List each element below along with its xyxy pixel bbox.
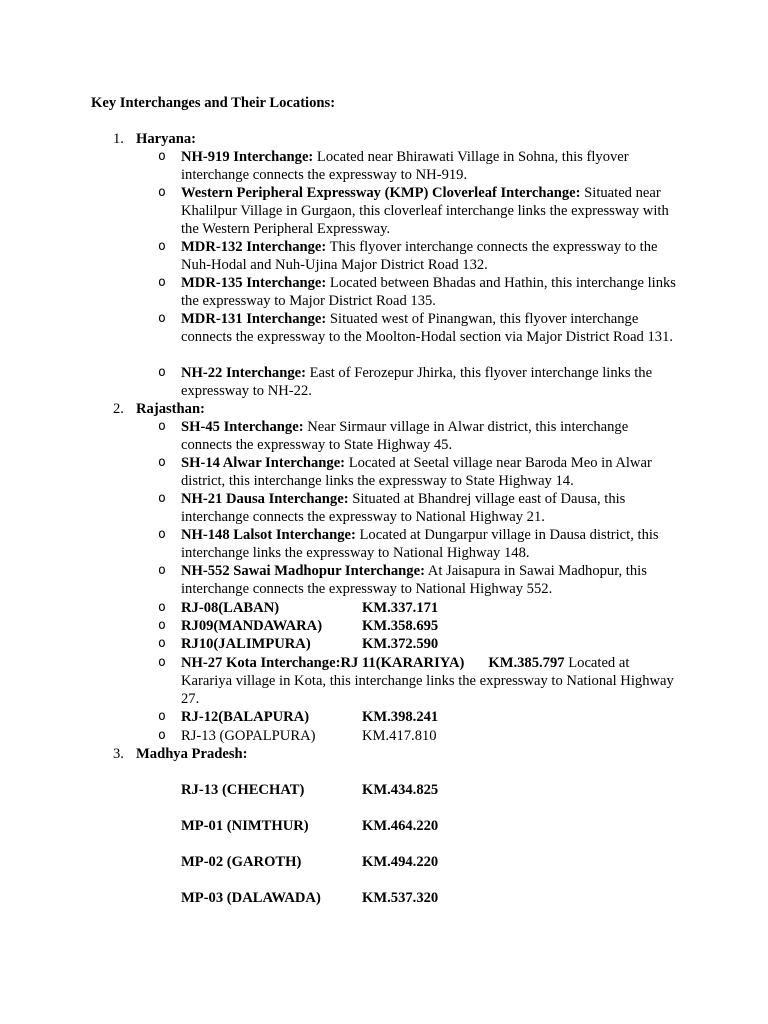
item-description: East of Ferozepur Jhirka, this flyover interchange links the expressway to NH-22. — [181, 365, 653, 400]
item-description: Situated near Khalilpur Village in Gurgaon, this cloverleaf interchange links the expressway with the Western Peripheral Expressway. — [181, 185, 669, 238]
toll-code: RJ09(MANDAWARA) — [181, 618, 323, 634]
toll-row — [181, 781, 439, 799]
toll-row — [181, 817, 439, 835]
bullet-icon: o — [158, 709, 166, 724]
toll-km: KM.417.810 — [362, 728, 437, 744]
item-title: SH-45 Interchange: — [181, 419, 304, 435]
toll-code: MP-03 (DALAWADA) — [181, 890, 321, 906]
item-description: Located at Seetal village near Baroda Meo in Alwar district, this interchange links the expressway to State Highway 14. — [181, 455, 652, 490]
item-title: NH-21 Dausa Interchange: — [181, 491, 349, 507]
bullet-icon: o — [158, 491, 166, 506]
toll-km: KM.358.695 — [362, 618, 439, 634]
item-title: NH-919 Interchange: — [181, 149, 314, 165]
bullet-icon: o — [158, 419, 166, 434]
toll-km: KM.398.241 — [362, 709, 439, 725]
bullet-icon: o — [158, 275, 166, 290]
toll-km: KM.537.320 — [362, 890, 439, 906]
item-description: Situated west of Pinangwan, this flyover interchange connects the expressway to the Moolton-Hodal section via Major District Road 131. — [181, 311, 674, 346]
item-description: Located near Bhirawati Village in Sohna, this flyover interchange connects the expressway to NH-919. — [181, 149, 629, 184]
toll-row — [181, 853, 439, 871]
bullet-icon: o — [158, 655, 166, 670]
bullet-icon: o — [158, 149, 166, 164]
toll-code: RJ-13 (CHECHAT) — [181, 782, 305, 798]
section-title: Rajasthan: — [136, 401, 205, 417]
bullet-icon: o — [158, 239, 166, 254]
toll-km: KM.464.220 — [362, 818, 439, 834]
item-description: At Jaisapura in Sawai Madhopur, this interchange connects the expressway to National Highway 552. — [181, 563, 647, 598]
toll-km: KM.337.171 — [362, 600, 439, 616]
bullet-icon: o — [158, 185, 166, 200]
section-title: Haryana: — [136, 131, 196, 147]
toll-code: RJ-13 (GOPALPURA) — [181, 728, 316, 744]
section-haryana — [113, 130, 196, 148]
item-title: MDR-131 Interchange: — [181, 311, 327, 327]
toll-row — [181, 889, 439, 907]
item-description: Near Sirmaur village in Alwar district, this interchange connects the expressway to State Highway 45. — [181, 419, 629, 454]
bullet-icon: o — [158, 636, 166, 651]
bullet-icon: o — [158, 600, 166, 615]
item-title: SH-14 Alwar Interchange: — [181, 455, 346, 471]
section-number: 3. — [113, 746, 124, 762]
item-title: NH-27 Kota Interchange: — [181, 655, 341, 671]
toll-code: RJ 11(KARARIYA) — [340, 655, 465, 671]
toll-code: RJ-12(BALAPURA) — [181, 709, 310, 725]
toll-code: MP-02 (GAROTH) — [181, 854, 302, 870]
bullet-icon: o — [158, 563, 166, 578]
toll-code: MP-01 (NIMTHUR) — [181, 818, 309, 834]
item-title: Western Peripheral Expressway (KMP) Cloverleaf Interchange: — [181, 185, 581, 201]
item-description: This flyover interchange connects the expressway to the Nuh-Hodal and Nuh-Ujina Major District Road 132. — [181, 239, 658, 274]
bullet-icon: o — [158, 455, 166, 470]
item-description: Situated at Bhandrej village east of Dausa, this interchange connects the expressway to National Highway 21. — [181, 491, 626, 526]
item-description: Located at Karariya village in Kota, this interchange links the expressway to National Highway 27. — [181, 655, 674, 708]
item-title: MDR-135 Interchange: — [181, 275, 327, 291]
toll-km: KM.372.590 — [362, 636, 439, 652]
section-madhya-pradesh — [113, 745, 247, 763]
toll-km: KM.434.825 — [362, 782, 439, 798]
bullet-icon: o — [158, 365, 166, 380]
section-number: 1. — [113, 131, 124, 147]
item-description: Located between Bhadas and Hathin, this interchange links the expressway to Major District Road 135. — [181, 275, 676, 310]
toll-km: KM.494.220 — [362, 854, 439, 870]
document-heading: Key Interchanges and Their Locations: — [91, 95, 336, 111]
item-title: NH-552 Sawai Madhopur Interchange: — [181, 563, 425, 579]
bullet-icon: o — [158, 311, 166, 326]
bullet-icon: o — [158, 618, 166, 633]
toll-code: RJ10(JALIMPURA) — [181, 636, 311, 652]
section-title: Madhya Pradesh: — [136, 746, 248, 762]
item-title: MDR-132 Interchange: — [181, 239, 327, 255]
item-title: NH-22 Interchange: — [181, 365, 306, 381]
bullet-icon: o — [158, 728, 166, 743]
section-number: 2. — [113, 401, 124, 417]
item-title: NH-148 Lalsot Interchange: — [181, 527, 356, 543]
toll-km: KM.385.797 — [488, 655, 565, 671]
toll-code: RJ-08(LABAN) — [181, 600, 280, 616]
item-description: Located at Dungarpur village in Dausa district, this interchange links the expressway to National Highway 148. — [181, 527, 659, 562]
bullet-icon: o — [158, 527, 166, 542]
section-rajasthan — [113, 400, 205, 418]
